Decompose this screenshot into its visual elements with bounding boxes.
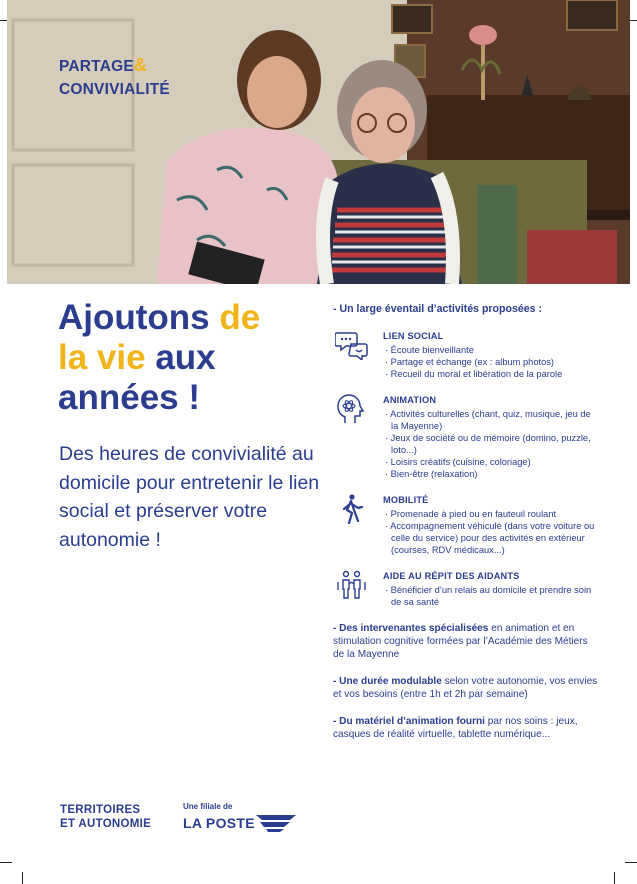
hero-photo-illustration — [7, 0, 630, 284]
category-aide-aidants — [333, 570, 598, 608]
headline-part5: années ! — [58, 378, 200, 417]
activities-heading: - Un large éventail d’activités proposées : — [333, 303, 542, 315]
chat-bubbles-icon — [335, 330, 369, 360]
headline-part1: Ajoutons — [58, 298, 210, 337]
list-item: · Partage et échange (ex : album photos) — [385, 357, 554, 367]
filiale-label: Une filiale de — [183, 802, 233, 811]
list-item: · Promenade à pied ou en fauteuil roulant — [385, 509, 557, 519]
la-poste-logo-text: LA POSTE — [183, 815, 255, 831]
headline-part2: de — [219, 298, 261, 337]
list-item: · Écoute bienveillante — [385, 345, 474, 355]
category-items — [383, 408, 598, 480]
la-poste-bird-icon — [254, 811, 300, 833]
head-atom-icon — [335, 394, 369, 424]
hero-photo — [7, 0, 630, 284]
list-item: · Activités culturelles (chant, quiz, musique, jeu de la Mayenne) — [385, 409, 591, 431]
crop-mark — [625, 862, 637, 863]
paragraph-bold: - Du matériel d’animation fourni — [333, 716, 485, 727]
paragraph-bold: - Des intervenantes spécialisées — [333, 623, 489, 634]
paragraph-materiel — [333, 715, 598, 741]
headline-part4: aux — [155, 338, 216, 377]
headline — [58, 298, 328, 418]
category-title: MOBILITÉ — [383, 495, 429, 505]
category-title: AIDE AU RÉPIT DES AIDANTS — [383, 571, 520, 581]
list-item: · Recueil du moral et libération de la parole — [385, 369, 563, 379]
paragraph-bold: - Une durée modulable — [333, 676, 442, 687]
paragraph-text: selon votre autonomie, vos envies et vos besoins (entre 1h et 2h par semaine) — [333, 676, 598, 700]
category-items — [383, 584, 598, 608]
list-item: · Bénéficier d’un relais au domicile et prendre soin de sa santé — [385, 585, 592, 607]
list-item: · Bien-être (relaxation) — [385, 469, 478, 479]
crop-mark — [22, 872, 23, 884]
activities-column — [333, 303, 598, 741]
paragraph-text: en animation et en stimulation cognitive formées par l’Académie des Métiers de la Mayenne — [333, 623, 588, 660]
paragraph-text: par nos soins : jeux, casques de réalité virtuelle, tablette numérique... — [333, 716, 578, 740]
category-items — [383, 508, 598, 556]
tagline-line2: CONVIVIALITÉ — [59, 81, 170, 98]
crop-mark — [0, 862, 12, 863]
category-title: ANIMATION — [383, 395, 437, 405]
paragraph-intervenantes — [333, 622, 598, 661]
tagline — [59, 54, 170, 101]
category-title: LIEN SOCIAL — [383, 331, 444, 341]
crop-mark — [614, 872, 615, 884]
brand-line2: ET AUTONOMIE — [60, 818, 152, 830]
category-mobilite — [333, 494, 598, 556]
tagline-line1: PARTAGE — [59, 58, 134, 75]
list-item: · Accompagnement véhiculé (dans votre voiture ou celle du service) pour des activités en extérieur (courses, RDV médicaux...) — [385, 521, 595, 555]
headline-part3: la vie — [58, 338, 146, 377]
tagline-ampersand: & — [133, 55, 148, 75]
category-lien-social — [333, 330, 598, 380]
list-item: · Jeux de société ou de mémoire (domino, puzzle, loto...) — [385, 433, 591, 455]
category-animation — [333, 394, 598, 480]
caregivers-icon — [335, 570, 369, 600]
category-items — [383, 344, 598, 380]
brand-line1: TERRITOIRES — [60, 804, 141, 816]
paragraph-duree — [333, 675, 598, 701]
territoires-autonomie-logo — [60, 803, 151, 831]
walking-person-icon — [335, 494, 369, 524]
list-item: · Loisirs créatifs (cuisine, coloriage) — [385, 457, 531, 467]
intro-text: Des heures de convivialité au domicile pour entretenir le lien social et préserver votre autonomie ! — [59, 443, 320, 551]
